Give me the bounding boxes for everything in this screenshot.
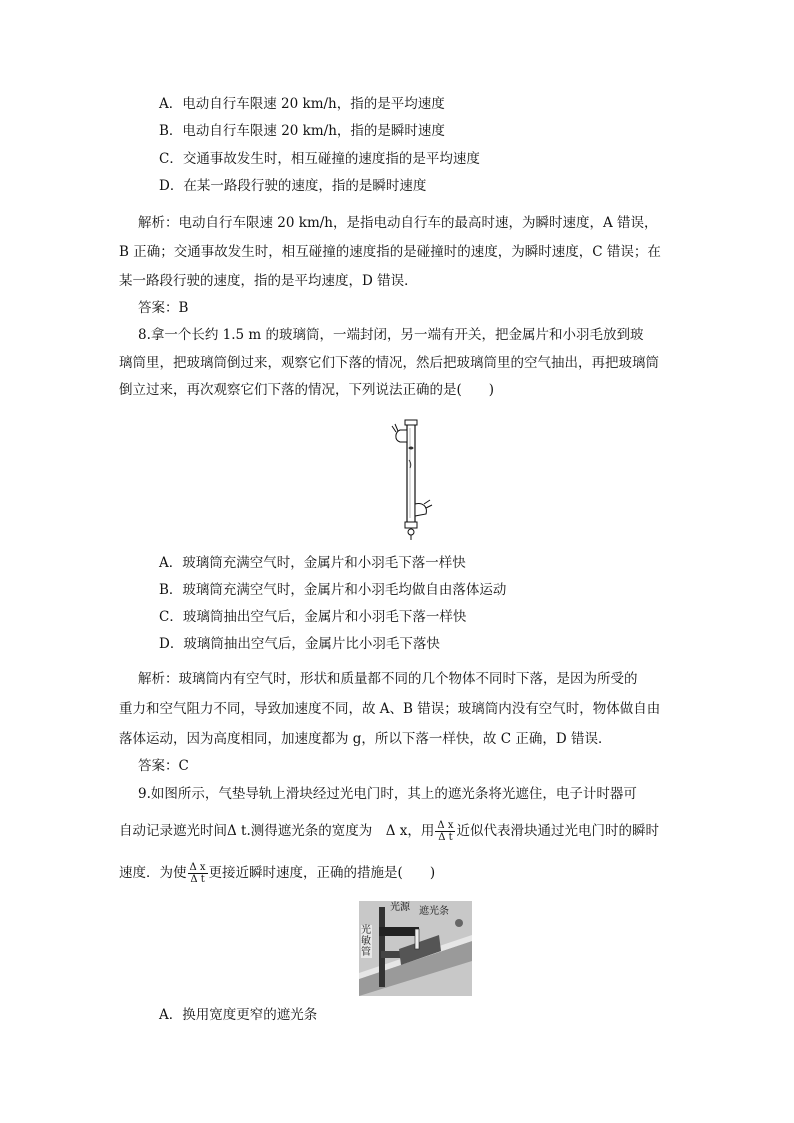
q7-analysis-line: B 正确；交通事故发生时，相互碰撞的速度指的是碰撞时的速度，为瞬时速度，C 错误；在	[119, 244, 661, 260]
q7-answer: 答案：B	[138, 300, 189, 316]
q9-stem-text: 近似代表滑块通过光电门时的瞬时	[456, 823, 659, 839]
frac-numerator: Δ x	[437, 820, 454, 831]
q8-stem-line: 倒立过来，再次观察它们下落的情况，下列说法正确的是( )	[119, 382, 495, 398]
q8-option-c: C．玻璃筒抽出空气后，金属片和小羽毛下落一样快	[159, 609, 467, 625]
frac-denominator: Δ t	[190, 874, 205, 885]
label-light-source: 光源	[390, 902, 410, 913]
q8-analysis-line: 落体运动，因为高度相同，加速度都为 g，所以下落一样快，故 C 正确，D 错误．	[119, 731, 612, 747]
q9-stem-line	[119, 820, 659, 843]
q8-answer: 答案：C	[138, 758, 189, 774]
label-photosensitive-tube: 光敏管	[361, 925, 371, 958]
glass-tube-figure	[390, 418, 440, 540]
label-shading-strip: 遮光条	[419, 906, 449, 917]
q9-option-a: A．换用宽度更窄的遮光条	[159, 1007, 318, 1023]
q8-option-a: A．玻璃筒充满空气时，金属片和小羽毛下落一样快	[159, 555, 466, 571]
q9-stem-text: 更接近瞬时速度，正确的措施是( )	[208, 865, 436, 881]
q7-analysis-line: 解析：电动自行车限速 20 km/h，是指电动自行车的最高时速，为瞬时速度，A 错误，	[138, 215, 658, 231]
air-track-drawing	[359, 901, 472, 996]
q7-analysis-line: 某一路段行驶的速度，指的是平均速度，D 错误．	[119, 273, 418, 289]
frac-numerator: Δ x	[189, 862, 206, 873]
q8-analysis-line: 重力和空气阻力不同，导致加速度不同，故 A、B 错误；玻璃筒内没有空气时，物体做自由	[119, 701, 661, 717]
delta-x-over-delta-t	[188, 862, 208, 885]
air-track-photo	[359, 901, 472, 996]
q7-option-b: B．电动自行车限速 20 km/h，指的是瞬时速度	[159, 123, 445, 139]
frac-denominator: Δ t	[438, 832, 453, 843]
q9-stem-line: 9.如图所示，气垫导轨上滑块经过光电门时，其上的遮光条将光遮住，电子计时器可	[138, 786, 637, 802]
q7-option-d: D．在某一路段行驶的速度，指的是瞬时速度	[159, 178, 427, 194]
q8-stem-line: 璃筒里，把玻璃筒倒过来，观察它们下落的情况，然后把玻璃筒里的空气抽出，再把玻璃筒	[119, 355, 659, 371]
delta-x-over-delta-t	[435, 820, 455, 843]
q8-option-b: B．玻璃筒充满空气时，金属片和小羽毛均做自由落体运动	[159, 582, 507, 598]
q7-option-a: A．电动自行车限速 20 km/h，指的是平均速度	[159, 96, 445, 112]
q9-stem-text: 自动记录遮光时间Δ t.测得遮光条的宽度为 Δ x，用	[119, 823, 435, 839]
q8-stem-line: 8.拿一个长约 1.5 m 的玻璃筒，一端封闭，另一端有开关，把金属片和小羽毛放到玻	[138, 327, 644, 343]
q9-stem-text: 速度．为使	[119, 865, 187, 881]
q9-stem-line	[119, 862, 435, 885]
q7-option-c: C．交通事故发生时，相互碰撞的速度指的是平均速度	[159, 151, 480, 167]
q8-option-d: D．玻璃筒抽出空气后，金属片比小羽毛下落快	[159, 636, 440, 652]
q8-analysis-line: 解析：玻璃筒内有空气时，形状和质量都不同的几个物体不同时下落，是因为所受的	[138, 671, 638, 687]
